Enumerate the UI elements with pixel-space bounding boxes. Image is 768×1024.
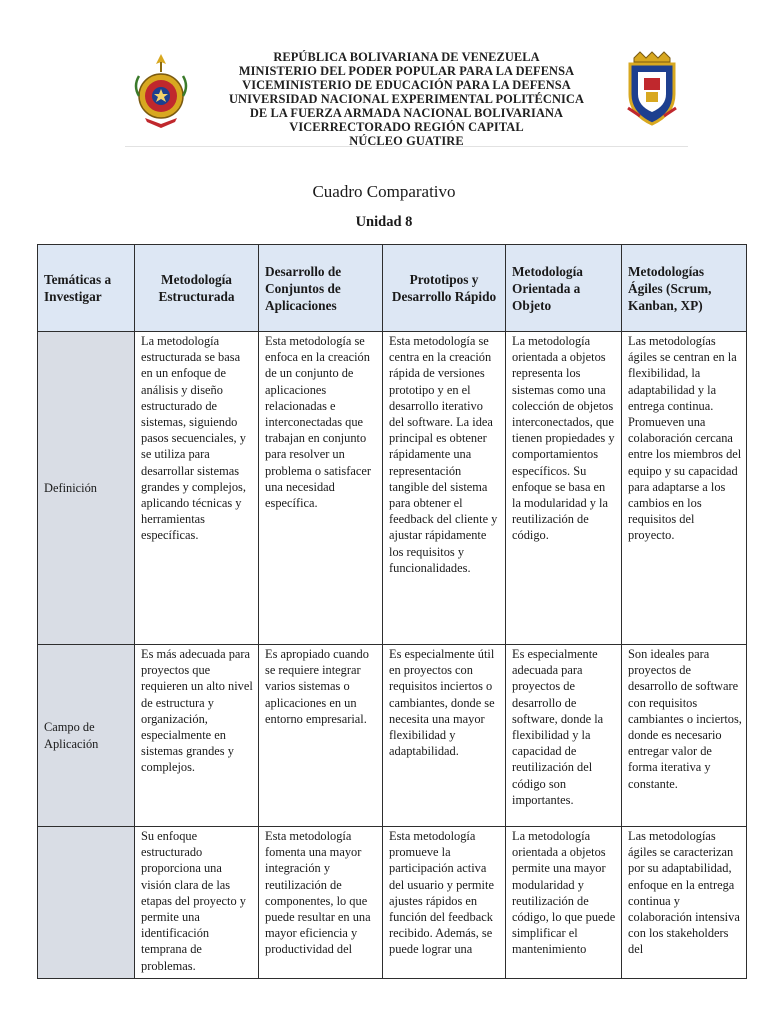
header-conjuntos: Desarrollo de Conjuntos de Aplicaciones (259, 245, 383, 332)
table-cell-wrapper (259, 827, 383, 979)
table-header-row (38, 245, 747, 332)
table-cell: Esta metodología promueve la participación activa del usuario y permite ajustes rápidos en función del feedback recibido. Además, se puede lograr una (389, 829, 494, 957)
row-label-empty (38, 827, 135, 979)
header-agiles: Metodologías Ágiles (Scrum, Kanban, XP) (622, 245, 747, 332)
table-cell: Esta metodología se enfoca en la creación de un conjunto de aplicaciones relacionadas e interconectadas que trabajan en conjunto para resolver un problema o satisfacer una necesidad específica. (259, 332, 383, 645)
table-cell: Es especialmente adecuada para proyectos de desarrollo de software, donde la flexibilidad y la capacidad de reutilización del código son importantes. (506, 645, 622, 827)
letterhead-line-6: VICERRECTORADO REGIÓN CAPITAL (289, 120, 524, 134)
table-cell: Las metodologías ágiles se centran en la flexibilidad, la adaptabilidad y la entrega continua. Promueven una colaboración cercana entre los miembros del equipo y su capacidad para adaptarse a los cambios en los requisitos del proyecto. (622, 332, 747, 645)
letterhead-line-7: NÚCLEO GUATIRE (349, 134, 464, 148)
table-cell: La metodología estructurada se basa en un enfoque de análisis y diseño estructurado de sistemas, siguiendo pasos secuenciales, y se utiliza para desarrollar sistemas grandes y complejos, aplicando técnicas y herramientas específicas. (135, 332, 259, 645)
letterhead-line-2: MINISTERIO DEL PODER POPULAR PARA LA DEFENSA (238, 64, 575, 78)
letterhead-line-5: DE LA FUERZA ARMADA NACIONAL BOLIVARIANA (249, 106, 564, 120)
letterhead-line-1: REPÚBLICA BOLIVARIANA DE VENEZUELA (273, 50, 540, 64)
document-title: Cuadro Comparativo (312, 182, 456, 201)
table-cell-wrapper (383, 827, 506, 979)
table-cell: La metodología orientada a objetos representa los sistemas como una colección de objetos interconectados, que tienen propiedades y comportamientos específicos. Su enfoque se basa en la modularidad y la reutilización de código. (506, 332, 622, 645)
table-cell: Esta metodología fomenta una mayor integración y reutilización de componentes, lo que puede resultar en una mayor eficiencia y productividad del (265, 829, 371, 957)
table-cell: Esta metodología se centra en la creación rápida de versiones prototipo y en el desarrollo iterativo del software. La idea principal es obtener rápidamente una representación tangible del sistema para obtener el feedback del cliente y ajustar rápidamente los requisitos y funcionalidades. (383, 332, 506, 645)
header-tematicas: Temáticas a Investigar (38, 245, 135, 332)
row-label-campo-aplicacion: Campo de Aplicación (38, 645, 135, 827)
army-crest-icon (131, 50, 191, 130)
table-row (38, 645, 747, 827)
table-row (38, 332, 747, 645)
table-cell: Su enfoque estructurado proporciona una visión clara de las etapas del proyecto y permite una identificación temprana de problemas. (141, 829, 246, 973)
table-cell: Las metodologías ágiles se caracterizan por su adaptabilidad, enfoque en la entrega continua y colaboración intensiva con los stakeholders del (628, 829, 740, 957)
table-cell-wrapper (135, 827, 259, 979)
table-row (38, 827, 747, 979)
university-shield-icon (624, 50, 680, 128)
letterhead-line-3: VICEMINISTERIO DE EDUCACIÓN PARA LA DEFENSA (242, 78, 571, 92)
table-cell: La metodología orientada a objetos permite una mayor modularidad y reutilización de código, lo que puede simplificar el mantenimiento (512, 829, 616, 957)
letterhead (125, 44, 688, 147)
header-prototipos: Prototipos y Desarrollo Rápido (383, 245, 506, 332)
table-cell: Son ideales para proyectos de desarrollo de software con requisitos cambiantes o inciertos, donde es necesario entregar valor de forma iterativa y constante. (622, 645, 747, 827)
header-estructurada: Metodología Estructurada (135, 245, 259, 332)
table-cell: Es apropiado cuando se requiere integrar varios sistemas o aplicaciones en un entorno empresarial. (259, 645, 383, 827)
table-cell-wrapper (622, 827, 747, 979)
row-label-definicion: Definición (38, 332, 135, 645)
header-orientada-objeto: Metodología Orientada a Objeto (506, 245, 622, 332)
table-cell-wrapper (506, 827, 622, 979)
letterhead-line-4: UNIVERSIDAD NACIONAL EXPERIMENTAL POLITÉCNICA (228, 92, 585, 106)
table-cell: Es especialmente útil en proyectos con requisitos inciertos o cambiantes, donde se necesita una mayor flexibilidad y adaptabilidad. (383, 645, 506, 827)
comparison-table (37, 244, 747, 979)
document-subtitle: Unidad 8 (355, 214, 413, 230)
table-cell: Es más adecuada para proyectos que requieren un alto nivel de estructura y organización, especialmente en sistemas grandes y complejos. (135, 645, 259, 827)
